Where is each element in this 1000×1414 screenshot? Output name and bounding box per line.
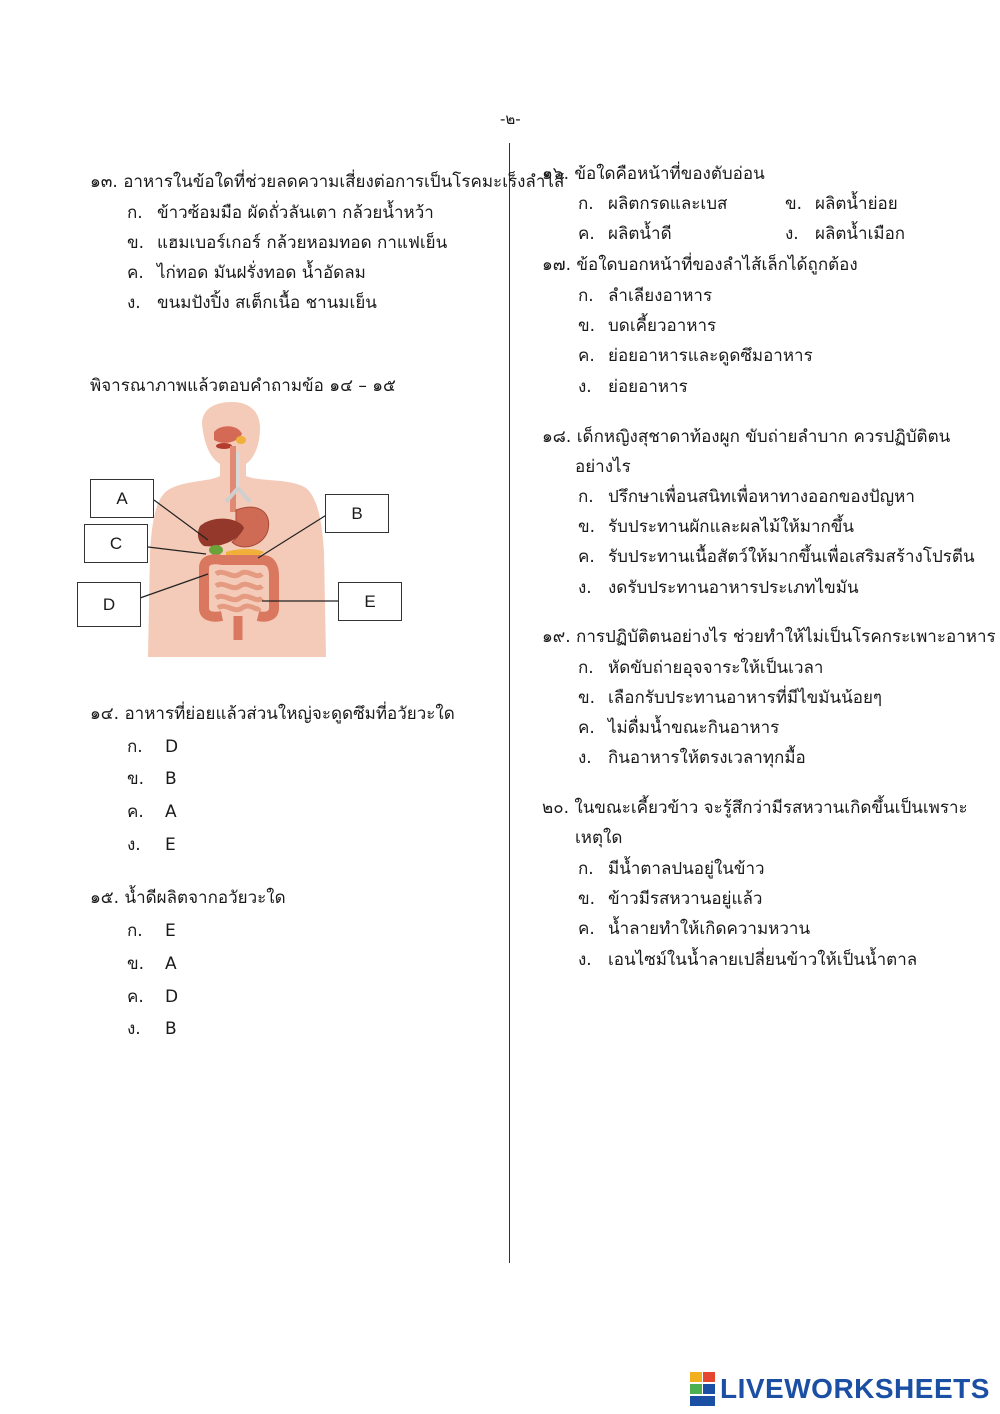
question-18-option-c[interactable]: ค. รับประทานเนื้อสัตว์ให้มากขึ้นเพื่อเสริมสร้างโปรตีน bbox=[578, 547, 975, 567]
question-18-option-a[interactable]: ก. ปรึกษาเพื่อนสนิทเพื่อหาทางออกของปัญหา bbox=[578, 487, 915, 507]
question-19-option-b[interactable]: ข. เลือกรับประทานอาหารที่มีไขมันน้อยๆ bbox=[578, 688, 883, 708]
diagram-instruction: พิจารณาภาพแล้วตอบคำถามข้อ ๑๔ – ๑๕ bbox=[90, 376, 396, 396]
question-17-option-c[interactable]: ค. ย่อยอาหารและดูดซึมอาหาร bbox=[578, 346, 813, 366]
question-15-option-b[interactable]: ข. A bbox=[127, 954, 177, 974]
question-20-option-a[interactable]: ก. มีน้ำตาลปนอยู่ในข้าว bbox=[578, 859, 765, 879]
question-18-text-line1: ๑๘. เด็กหญิงสุชาดาท้องผูก ขับถ่ายลำบาก ควรปฏิบัติตน bbox=[542, 427, 951, 447]
question-14-text: ๑๔. อาหารที่ย่อยแล้วส่วนใหญ่จะดูดซึมที่อวัยวะใด bbox=[90, 704, 455, 724]
question-16-option-d[interactable]: ง. ผลิตน้ำเมือก bbox=[785, 224, 906, 244]
liveworksheets-brand[interactable] bbox=[690, 1371, 990, 1407]
question-19-option-c[interactable]: ค. ไม่ดื่มน้ำขณะกินอาหาร bbox=[578, 718, 780, 738]
question-14-option-c[interactable]: ค. A bbox=[127, 802, 177, 822]
leader-line-c bbox=[148, 547, 206, 554]
leader-line-d bbox=[140, 574, 208, 598]
question-14-option-b[interactable]: ข. B bbox=[127, 769, 177, 789]
liveworksheets-wordmark: LIVEWORKSHEETS bbox=[720, 1373, 990, 1404]
leader-line-b bbox=[258, 514, 328, 558]
diagram-label-b: B bbox=[325, 494, 389, 533]
diagram-label-a: A bbox=[90, 479, 154, 518]
question-13-option-d[interactable]: ง. ขนมปังปิ้ง สเต็กเนื้อ ชานมเย็น bbox=[127, 293, 377, 313]
question-15-option-a[interactable]: ก. E bbox=[127, 921, 176, 941]
question-13-option-b[interactable]: ข. แฮมเบอร์เกอร์ กล้วยหอมทอด กาแฟเย็น bbox=[127, 233, 448, 253]
question-20-text-line1: ๒๐. ในขณะเคี้ยวข้าว จะรู้สึกว่ามีรสหวานเกิดขึ้นเป็นเพราะ bbox=[542, 798, 968, 818]
question-19-option-d[interactable]: ง. กินอาหารให้ตรงเวลาทุกมื้อ bbox=[578, 748, 806, 768]
question-17-text: ๑๗. ข้อใดบอกหน้าที่ของลำไส้เล็กได้ถูกต้อง bbox=[542, 255, 858, 275]
page-number: -๒- bbox=[500, 110, 521, 128]
question-19-text: ๑๙. การปฏิบัติตนอย่างไร ช่วยทำให้ไม่เป็นโรคกระเพาะอาหาร bbox=[542, 627, 996, 647]
question-17-option-b[interactable]: ข. บดเคี้ยวอาหาร bbox=[578, 316, 717, 336]
question-13-text: ๑๓. อาหารในข้อใดที่ช่วยลดความเสี่ยงต่อการเป็นโรคมะเร็งลำไส้ bbox=[90, 172, 565, 192]
diagram-label-e: E bbox=[338, 582, 402, 621]
question-14-option-a[interactable]: ก. D bbox=[127, 737, 179, 757]
question-14-option-d[interactable]: ง. E bbox=[127, 835, 176, 855]
question-18-option-b[interactable]: ข. รับประทานผักและผลไม้ให้มากขึ้น bbox=[578, 517, 855, 537]
question-17-option-d[interactable]: ง. ย่อยอาหาร bbox=[578, 377, 688, 397]
question-13-option-a[interactable]: ก. ข้าวซ้อมมือ ผัดถั่วลันเตา กล้วยน้ำหว้า bbox=[127, 203, 434, 223]
question-18-text-line2: อย่างไร bbox=[575, 457, 631, 477]
leader-line-a bbox=[154, 500, 208, 540]
question-18-option-d[interactable]: ง. งดรับประทานอาหารประเภทไขมัน bbox=[578, 578, 859, 598]
question-20-option-b[interactable]: ข. ข้าวมีรสหวานอยู่แล้ว bbox=[578, 889, 763, 909]
question-19-option-a[interactable]: ก. หัดขับถ่ายอุจจาระให้เป็นเวลา bbox=[578, 658, 824, 678]
diagram-label-c: C bbox=[84, 524, 148, 563]
diagram-label-d: D bbox=[77, 582, 141, 627]
question-13-option-c[interactable]: ค. ไก่ทอด มันฝรั่งทอด น้ำอัดลม bbox=[127, 263, 366, 283]
question-16-option-b[interactable]: ข. ผลิตน้ำย่อย bbox=[785, 194, 898, 214]
question-20-option-d[interactable]: ง. เอนไซม์ในน้ำลายเปลี่ยนข้าวให้เป็นน้ำตาล bbox=[578, 950, 918, 970]
question-15-option-d[interactable]: ง. B bbox=[127, 1019, 177, 1039]
liveworksheets-logo-icon bbox=[690, 1372, 716, 1406]
question-20-option-c[interactable]: ค. น้ำลายทำให้เกิดความหวาน bbox=[578, 919, 811, 939]
question-15-text: ๑๕. น้ำดีผลิตจากอวัยวะใด bbox=[90, 888, 286, 908]
question-16-option-a[interactable]: ก. ผลิตกรดและเบส bbox=[578, 194, 728, 214]
question-15-option-c[interactable]: ค. D bbox=[127, 987, 179, 1007]
question-17-option-a[interactable]: ก. ลำเลียงอาหาร bbox=[578, 286, 713, 306]
question-16-option-c[interactable]: ค. ผลิตน้ำดี bbox=[578, 224, 672, 244]
question-16-text: ๑๖. ข้อใดคือหน้าที่ของตับอ่อน bbox=[542, 164, 765, 184]
question-20-text-line2: เหตุใด bbox=[575, 828, 623, 848]
